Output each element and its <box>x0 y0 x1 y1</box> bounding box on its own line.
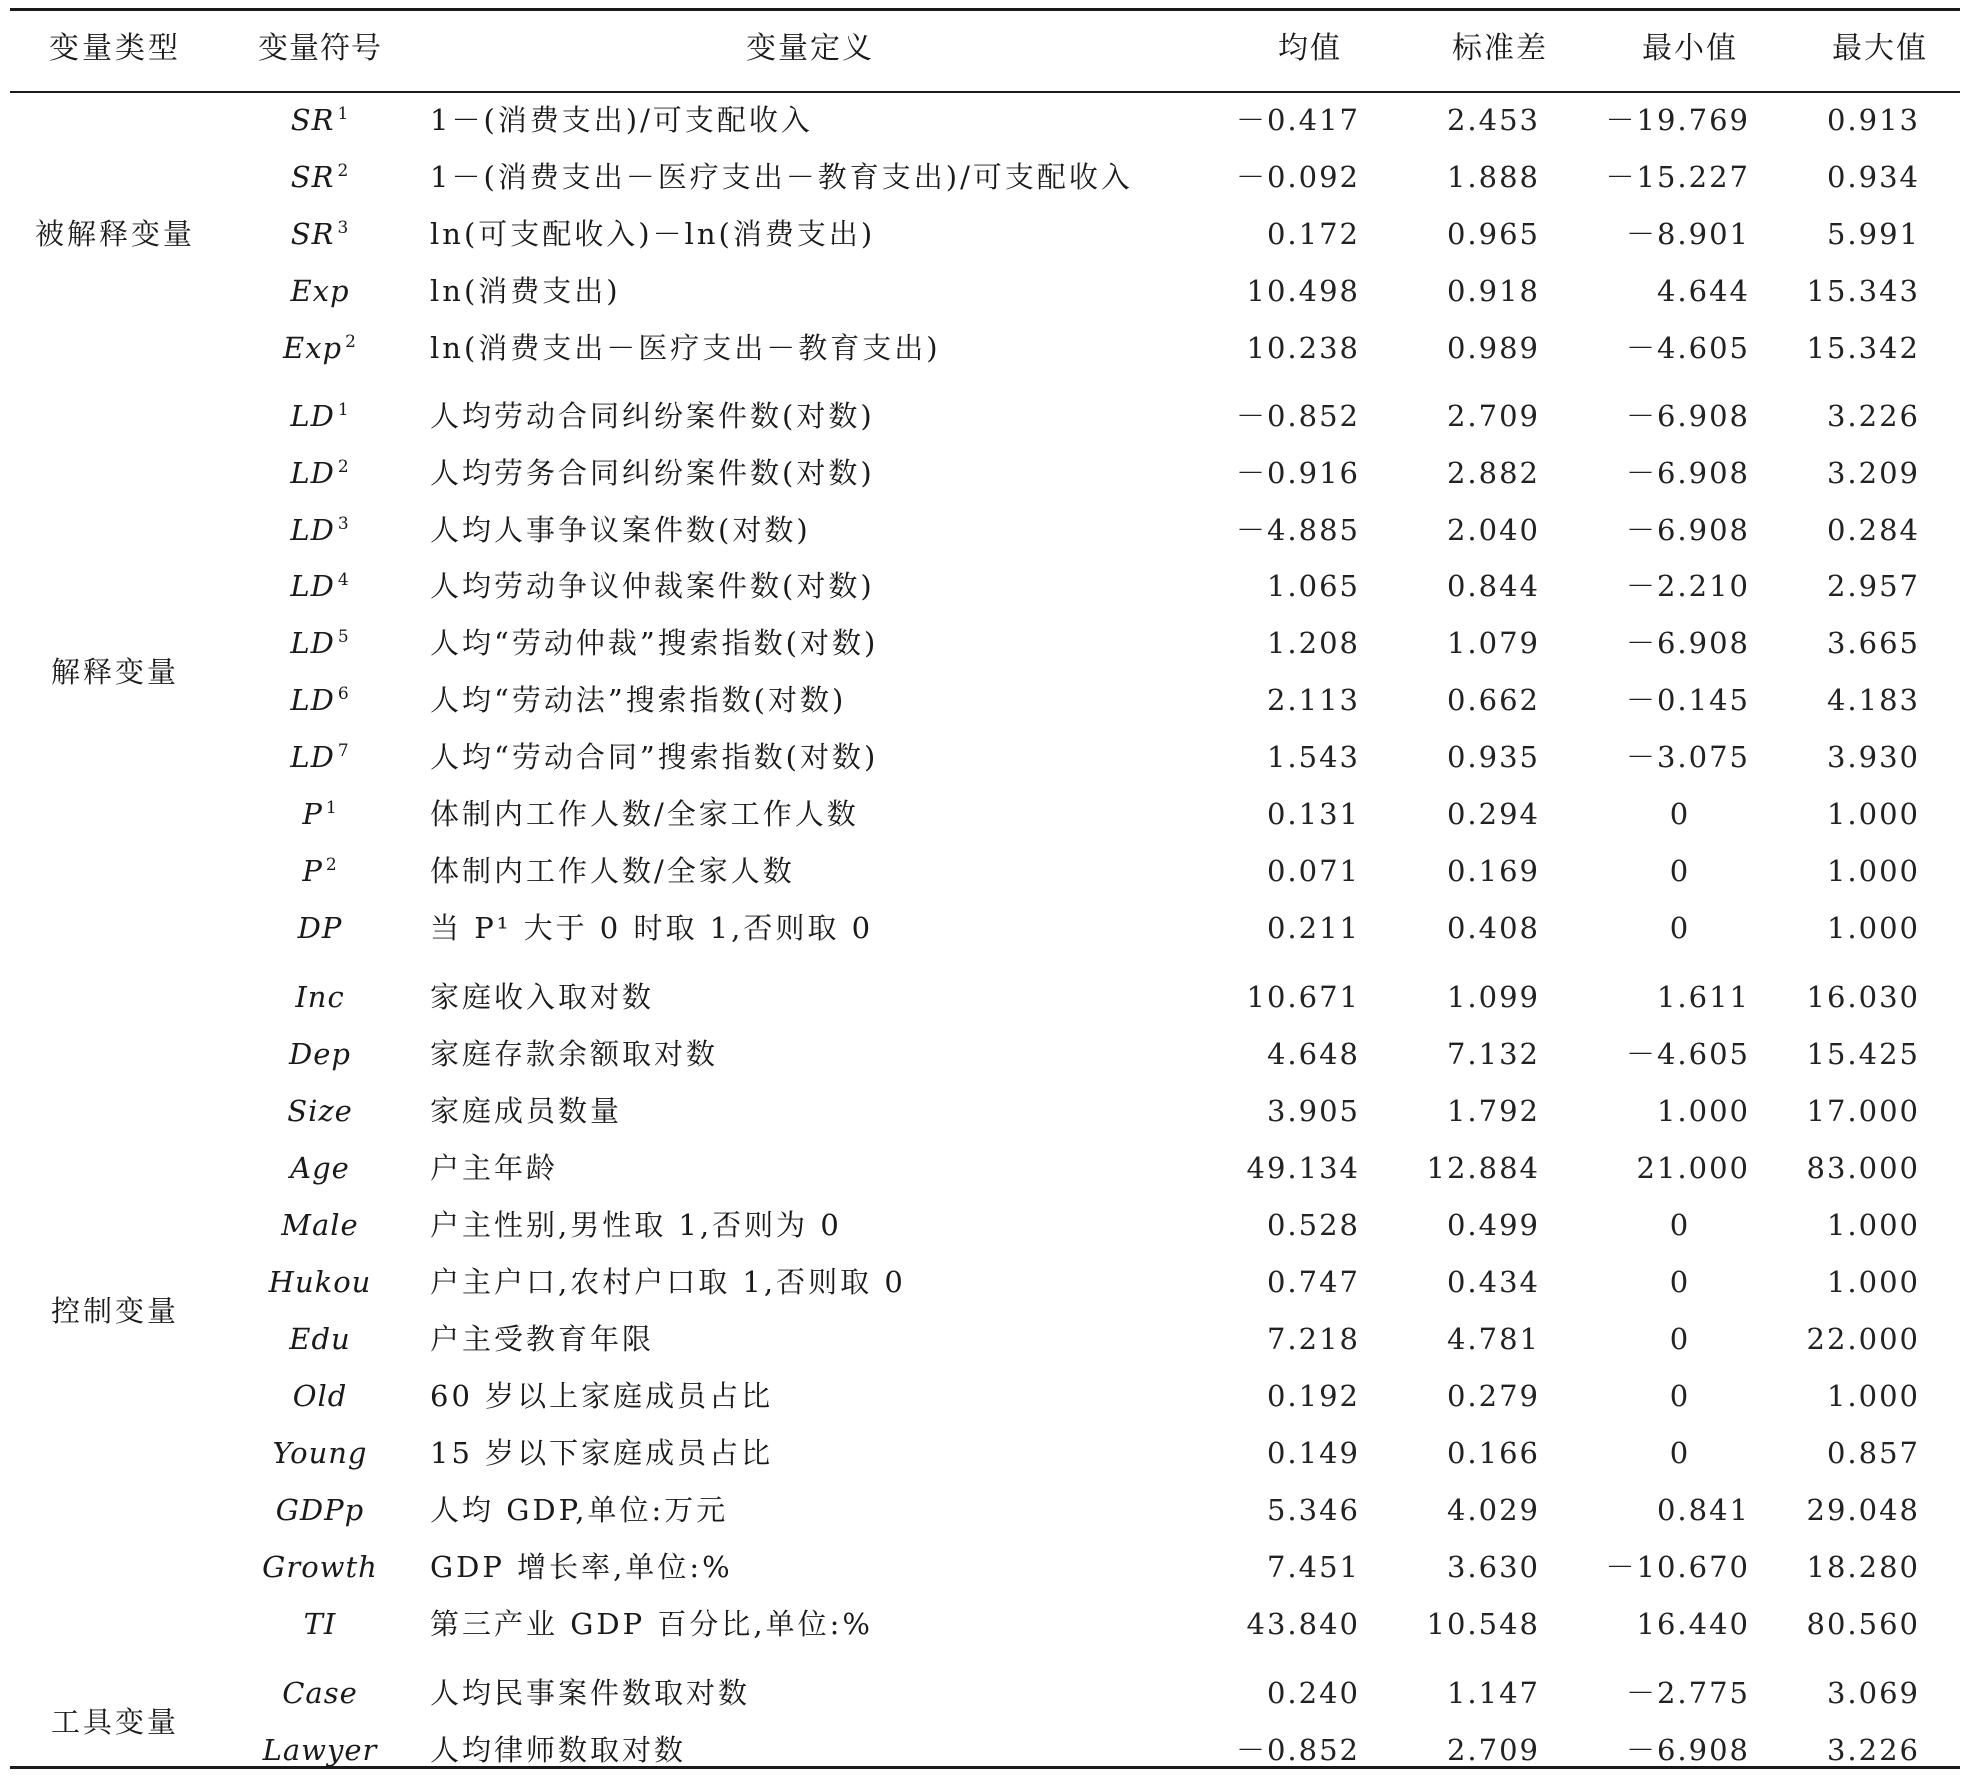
mean-value: 10.671 <box>1246 980 1360 1014</box>
symbol-name: LD <box>290 456 335 490</box>
max-value: 3.665 <box>1826 626 1920 660</box>
variable-definition: 人均人事争议案件数(对数) <box>430 513 811 547</box>
header-variable-symbol: 变量符号 <box>258 31 382 66</box>
mean-value: 0.131 <box>1266 797 1360 831</box>
max-value: 15.343 <box>1806 274 1920 308</box>
variable-symbol <box>220 1675 420 1711</box>
variable-symbol <box>220 1606 420 1642</box>
symbol-superscript: 2 <box>325 855 338 876</box>
min-value: －8.901 <box>1625 217 1750 251</box>
variable-definition: 15 岁以下家庭成员占比 <box>430 1436 774 1470</box>
std-dev-value: 7.132 <box>1446 1037 1540 1071</box>
std-dev-value: 0.434 <box>1446 1265 1540 1299</box>
max-value: 80.560 <box>1806 1607 1920 1641</box>
std-dev-value: 0.169 <box>1446 854 1540 888</box>
min-value: 0 <box>1669 1379 1691 1413</box>
max-value: 16.030 <box>1806 980 1920 1014</box>
variable-definition: ln(消费支出) <box>430 274 621 308</box>
variable-symbol <box>220 1435 420 1471</box>
symbol-superscript: 2 <box>337 161 350 182</box>
summary-statistics-table <box>10 0 1960 1776</box>
mean-value: 0.747 <box>1266 1265 1360 1299</box>
max-value: 1.000 <box>1826 797 1920 831</box>
min-value: －3.075 <box>1625 740 1750 774</box>
std-dev-value: 3.630 <box>1446 1550 1540 1584</box>
variable-definition: 人均“劳动法”搜索指数(对数) <box>430 683 847 717</box>
max-value: 15.342 <box>1806 331 1920 365</box>
mean-value: －0.417 <box>1235 103 1360 137</box>
max-value: 1.000 <box>1826 911 1920 945</box>
mean-value: 0.192 <box>1266 1379 1360 1413</box>
max-value: 15.425 <box>1806 1037 1920 1071</box>
symbol-superscript: 2 <box>345 332 357 353</box>
symbol-name: SR <box>290 103 335 137</box>
std-dev-value: 1.099 <box>1446 980 1540 1014</box>
symbol-superscript: 1 <box>325 798 338 819</box>
std-dev-value: 4.029 <box>1446 1493 1540 1527</box>
variable-symbol <box>220 568 420 604</box>
variable-symbol <box>220 910 420 946</box>
variable-definition: 人均劳动争议仲裁案件数(对数) <box>430 569 875 603</box>
min-value: 4.644 <box>1656 274 1750 308</box>
variable-definition: 体制内工作人数/全家人数 <box>430 854 795 888</box>
max-value: 3.069 <box>1826 1676 1920 1710</box>
std-dev-value: 0.935 <box>1446 740 1540 774</box>
std-dev-value: 1.888 <box>1446 160 1540 194</box>
header-variable-definition: 变量定义 <box>746 31 874 66</box>
header-mean: 均值 <box>1278 31 1342 66</box>
mean-value: 10.238 <box>1246 331 1360 365</box>
variable-definition: 体制内工作人数/全家工作人数 <box>430 797 859 831</box>
mean-value: 1.543 <box>1266 740 1360 774</box>
variable-definition: 户主年龄 <box>430 1151 559 1185</box>
min-value: －2.210 <box>1625 569 1750 603</box>
variable-symbol <box>220 216 420 252</box>
min-value: －10.670 <box>1605 1550 1750 1584</box>
std-dev-value: 0.166 <box>1446 1436 1540 1470</box>
variable-symbol <box>220 1264 420 1300</box>
min-value: －4.605 <box>1625 331 1750 365</box>
min-value: 0 <box>1669 854 1691 888</box>
variable-definition: 户主性别,男性取 1,否则为 0 <box>430 1208 842 1242</box>
header-std-dev: 标准差 <box>1452 31 1548 66</box>
symbol-name: Lawyer <box>262 1733 378 1767</box>
mean-value: 3.905 <box>1266 1094 1360 1128</box>
symbol-superscript: 4 <box>337 570 350 591</box>
std-dev-value: 1.792 <box>1446 1094 1540 1128</box>
mean-value: 1.065 <box>1266 569 1360 603</box>
std-dev-value: 12.884 <box>1426 1151 1540 1185</box>
variable-symbol <box>220 1732 420 1768</box>
variable-definition: 家庭存款余额取对数 <box>430 1037 719 1071</box>
symbol-name: Hukou <box>268 1265 372 1299</box>
min-value: －6.908 <box>1625 513 1750 547</box>
std-dev-value: 2.040 <box>1446 513 1540 547</box>
variable-definition: 户主户口,农村户口取 1,否则取 0 <box>430 1265 906 1299</box>
variable-symbol <box>220 1378 420 1414</box>
symbol-name: LD <box>290 626 335 660</box>
variable-symbol <box>220 739 420 775</box>
variable-definition: 户主受教育年限 <box>430 1322 655 1356</box>
symbol-name: Inc <box>295 980 345 1014</box>
min-value: 0 <box>1669 1436 1691 1470</box>
std-dev-value: 0.408 <box>1446 911 1540 945</box>
min-value: －6.908 <box>1625 626 1750 660</box>
variable-type-label: 解释变量 <box>50 655 179 689</box>
variable-symbol <box>220 102 420 138</box>
variable-symbol <box>220 1036 420 1072</box>
variable-definition: 60 岁以上家庭成员占比 <box>430 1379 774 1413</box>
mean-value: －0.092 <box>1235 160 1360 194</box>
min-value: 0 <box>1669 1322 1691 1356</box>
variable-definition: GDP 增长率,单位:% <box>430 1550 733 1584</box>
min-value: 21.000 <box>1636 1151 1750 1185</box>
symbol-name: Old <box>292 1379 348 1413</box>
min-value: －19.769 <box>1605 103 1750 137</box>
mean-value: 0.240 <box>1266 1676 1360 1710</box>
std-dev-value: 0.844 <box>1446 569 1540 603</box>
symbol-name: Case <box>282 1676 358 1710</box>
max-value: 0.284 <box>1826 513 1920 547</box>
symbol-name: Exp <box>290 274 350 308</box>
std-dev-value: 0.662 <box>1446 683 1540 717</box>
max-value: 29.048 <box>1806 1493 1920 1527</box>
mean-value: －4.885 <box>1235 513 1360 547</box>
symbol-superscript: 2 <box>337 457 350 478</box>
max-value: 3.226 <box>1826 1733 1920 1767</box>
min-value: 0 <box>1669 797 1691 831</box>
min-value: 1.000 <box>1656 1094 1750 1128</box>
std-dev-value: 0.279 <box>1446 1379 1540 1413</box>
variable-type-label: 工具变量 <box>50 1704 179 1739</box>
top-rule <box>10 8 1960 11</box>
mean-value: 0.149 <box>1266 1436 1360 1470</box>
symbol-superscript: 5 <box>337 627 350 648</box>
variable-symbol <box>220 159 420 195</box>
std-dev-value: 1.147 <box>1446 1676 1540 1710</box>
variable-symbol <box>220 979 420 1015</box>
min-value: －6.908 <box>1625 456 1750 490</box>
max-value: 83.000 <box>1806 1151 1920 1185</box>
symbol-name: Male <box>281 1208 359 1242</box>
symbol-name: P <box>302 797 323 831</box>
mean-value: 43.840 <box>1246 1607 1360 1641</box>
max-value: 4.183 <box>1826 683 1920 717</box>
mean-value: 10.498 <box>1246 274 1360 308</box>
std-dev-value: 1.079 <box>1446 626 1540 660</box>
symbol-name: LD <box>290 399 335 433</box>
max-value: 0.913 <box>1826 103 1920 137</box>
max-value: 18.280 <box>1806 1550 1920 1584</box>
variable-definition: 人均 GDP,单位:万元 <box>430 1493 729 1527</box>
variable-symbol <box>220 1549 420 1585</box>
min-value: 0.841 <box>1656 1493 1750 1527</box>
symbol-superscript: 6 <box>337 684 350 705</box>
min-value: －6.908 <box>1625 399 1750 433</box>
symbol-superscript: 3 <box>337 218 350 239</box>
header-rule <box>10 91 1960 93</box>
variable-definition: ln(可支配收入)－ln(消费支出) <box>430 217 876 251</box>
std-dev-value: 2.882 <box>1446 456 1540 490</box>
mean-value: 4.648 <box>1266 1037 1360 1071</box>
variable-symbol <box>220 682 420 718</box>
mean-value: 0.528 <box>1266 1208 1360 1242</box>
variable-symbol <box>220 1207 420 1243</box>
variable-symbol <box>220 625 420 661</box>
std-dev-value: 2.453 <box>1446 103 1540 137</box>
variable-definition: 人均律师数取对数 <box>430 1733 687 1767</box>
variable-symbol <box>220 853 420 889</box>
mean-value: 5.346 <box>1266 1493 1360 1527</box>
max-value: 3.226 <box>1826 399 1920 433</box>
max-value: 0.934 <box>1826 160 1920 194</box>
variable-symbol <box>220 455 420 491</box>
mean-value: 7.218 <box>1266 1322 1360 1356</box>
std-dev-value: 2.709 <box>1446 399 1540 433</box>
mean-value: 49.134 <box>1246 1151 1360 1185</box>
symbol-name: DP <box>297 911 343 945</box>
symbol-name: Size <box>287 1094 353 1128</box>
variable-type-label: 被解释变量 <box>34 217 195 251</box>
min-value: －4.605 <box>1625 1037 1750 1071</box>
header-max: 最大值 <box>1832 31 1928 66</box>
min-value: 16.440 <box>1636 1607 1750 1641</box>
variable-symbol <box>220 1150 420 1186</box>
variable-symbol <box>220 1093 420 1129</box>
symbol-name: Exp <box>283 331 343 365</box>
symbol-name: GDPp <box>275 1493 365 1527</box>
variable-symbol <box>220 1492 420 1528</box>
symbol-name: SR <box>290 160 335 194</box>
std-dev-value: 0.294 <box>1446 797 1540 831</box>
mean-value: 7.451 <box>1266 1550 1360 1584</box>
variable-definition: 当 P¹ 大于 0 时取 1,否则取 0 <box>430 911 874 945</box>
variable-definition: 1－(消费支出)/可支配收入 <box>430 103 813 137</box>
variable-definition: 人均劳务合同纠纷案件数(对数) <box>430 456 875 490</box>
std-dev-value: 2.709 <box>1446 1733 1540 1767</box>
variable-symbol <box>220 1321 420 1357</box>
max-value: 22.000 <box>1806 1322 1920 1356</box>
min-value: 0 <box>1669 911 1691 945</box>
std-dev-value: 4.781 <box>1446 1322 1540 1356</box>
max-value: 0.857 <box>1826 1436 1920 1470</box>
symbol-name: TI <box>303 1607 337 1641</box>
std-dev-value: 0.918 <box>1446 274 1540 308</box>
min-value: －2.775 <box>1625 1676 1750 1710</box>
mean-value: 0.211 <box>1266 911 1360 945</box>
symbol-name: Young <box>272 1436 368 1470</box>
std-dev-value: 0.965 <box>1446 217 1540 251</box>
mean-value: 2.113 <box>1266 683 1360 717</box>
header-variable-type: 变量类型 <box>49 31 181 66</box>
variable-type-label: 控制变量 <box>50 1293 179 1328</box>
variable-symbol <box>220 512 420 548</box>
symbol-name: SR <box>290 217 335 251</box>
symbol-name: Edu <box>289 1322 351 1356</box>
variable-definition: ln(消费支出－医疗支出－教育支出) <box>430 331 941 365</box>
mean-value: －0.916 <box>1235 456 1360 490</box>
variable-symbol <box>220 796 420 832</box>
symbol-name: LD <box>290 513 335 547</box>
max-value: 1.000 <box>1826 1208 1920 1242</box>
symbol-name: Dep <box>289 1037 351 1071</box>
variable-definition: 人均“劳动仲裁”搜索指数(对数) <box>430 626 879 660</box>
mean-value: －0.852 <box>1235 1733 1360 1767</box>
variable-definition: 人均劳动合同纠纷案件数(对数) <box>430 399 875 433</box>
symbol-name: LD <box>290 569 335 603</box>
max-value: 1.000 <box>1826 854 1920 888</box>
max-value: 2.957 <box>1826 569 1920 603</box>
variable-definition: 家庭成员数量 <box>430 1094 623 1128</box>
min-value: －6.908 <box>1625 1733 1750 1767</box>
max-value: 1.000 <box>1826 1379 1920 1413</box>
max-value: 3.930 <box>1826 740 1920 774</box>
symbol-name: P <box>302 854 323 888</box>
std-dev-value: 10.548 <box>1426 1607 1540 1641</box>
min-value: 1.611 <box>1656 980 1750 1014</box>
variable-symbol <box>220 398 420 434</box>
mean-value: 1.208 <box>1266 626 1360 660</box>
mean-value: －0.852 <box>1235 399 1360 433</box>
symbol-superscript: 3 <box>337 514 350 535</box>
variable-definition: 家庭收入取对数 <box>430 980 655 1014</box>
max-value: 3.209 <box>1826 456 1920 490</box>
min-value: 0 <box>1669 1265 1691 1299</box>
max-value: 5.991 <box>1826 217 1920 251</box>
symbol-superscript: 7 <box>337 741 350 762</box>
std-dev-value: 0.989 <box>1446 331 1540 365</box>
max-value: 1.000 <box>1826 1265 1920 1299</box>
variable-definition: 人均“劳动合同”搜索指数(对数) <box>430 740 879 774</box>
variable-definition: 第三产业 GDP 百分比,单位:% <box>430 1607 873 1641</box>
min-value: 0 <box>1669 1208 1691 1242</box>
symbol-name: Age <box>290 1151 350 1185</box>
min-value: －15.227 <box>1605 160 1750 194</box>
min-value: －0.145 <box>1625 683 1750 717</box>
symbol-superscript: 1 <box>337 400 350 421</box>
symbol-name: LD <box>290 683 335 717</box>
mean-value: 0.071 <box>1266 854 1360 888</box>
max-value: 17.000 <box>1806 1094 1920 1128</box>
variable-definition: 1－(消费支出－医疗支出－教育支出)/可支配收入 <box>430 160 1133 194</box>
header-min: 最小值 <box>1642 31 1738 66</box>
variable-symbol <box>220 330 420 366</box>
symbol-name: Growth <box>262 1550 378 1584</box>
variable-definition: 人均民事案件数取对数 <box>430 1676 751 1710</box>
variable-symbol <box>220 273 420 309</box>
std-dev-value: 0.499 <box>1446 1208 1540 1242</box>
symbol-name: LD <box>290 740 335 774</box>
mean-value: 0.172 <box>1266 217 1360 251</box>
symbol-superscript: 1 <box>337 104 350 125</box>
